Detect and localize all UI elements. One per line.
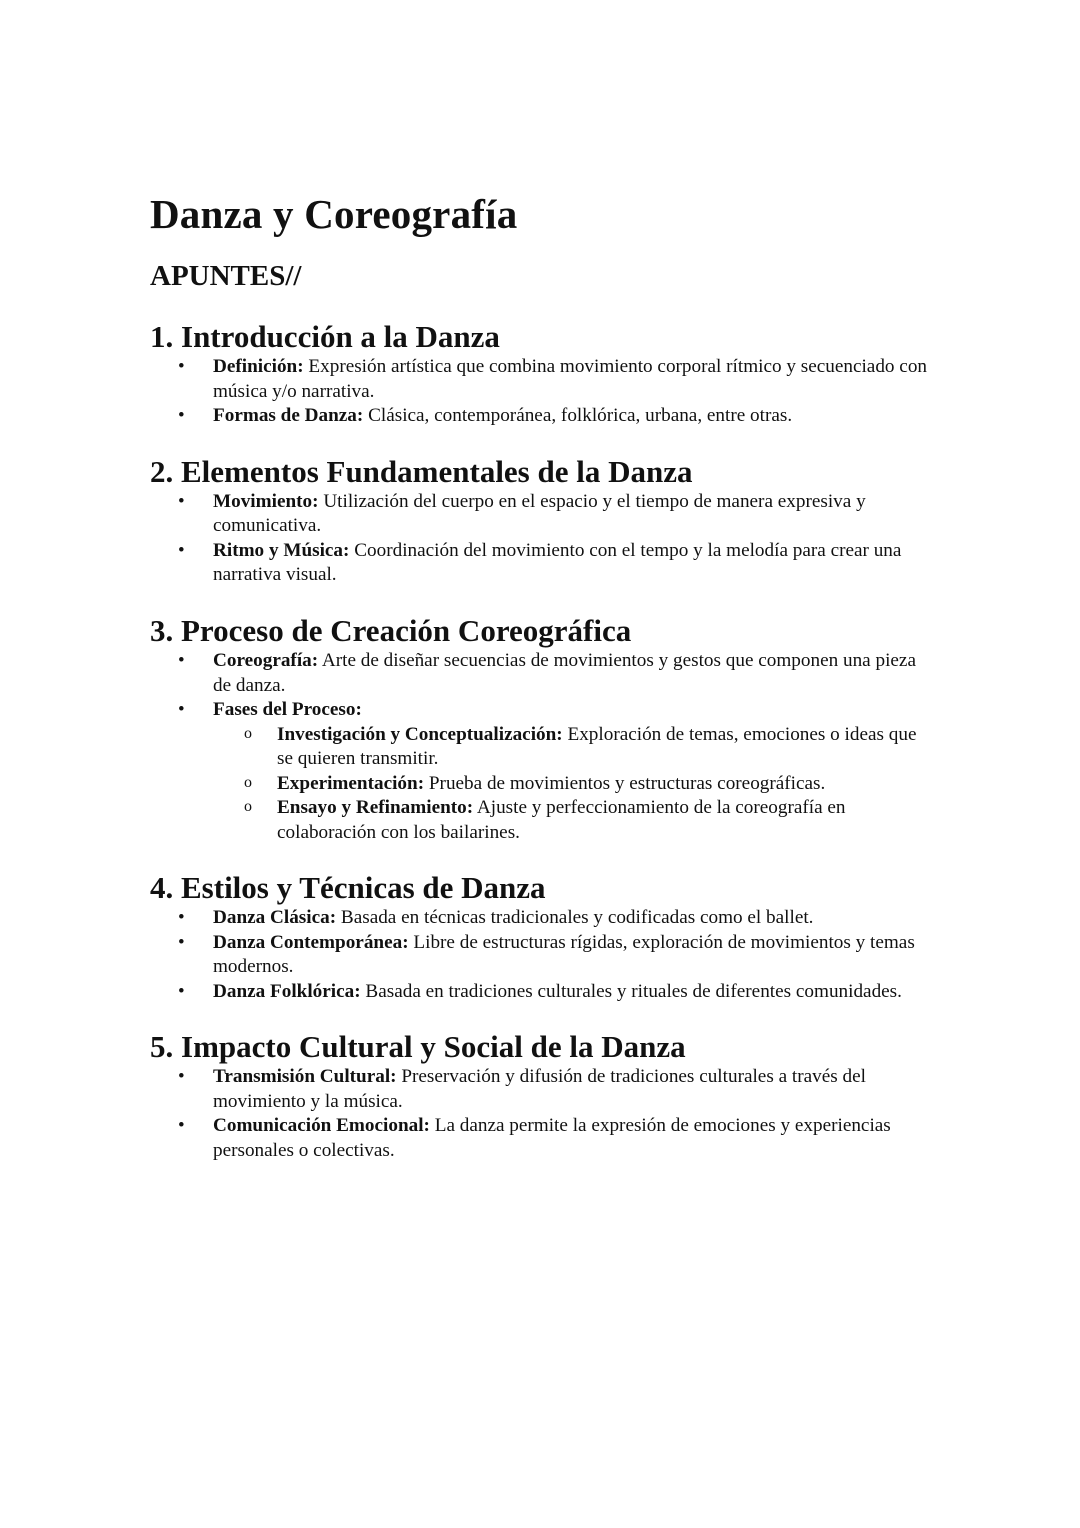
section-elementos bbox=[150, 453, 930, 588]
list-item bbox=[150, 980, 930, 1005]
list-item bbox=[150, 1114, 930, 1163]
section-heading: 3. Proceso de Creación Coreográfica bbox=[150, 612, 632, 648]
item-term: Investigación y Conceptualización: bbox=[277, 723, 563, 745]
item-term: Fases del Proceso: bbox=[213, 699, 362, 721]
item-term: Ensayo y Refinamiento: bbox=[277, 797, 474, 819]
document-subtitle: APUNTES// bbox=[150, 260, 302, 293]
list-item bbox=[150, 355, 930, 404]
item-term: Definición: bbox=[213, 356, 304, 378]
item-text: Utilización del cuerpo en el espacio y el tiempo de manera expresiva y comunicativa. bbox=[213, 490, 866, 537]
item-text: Arte de diseñar secuencias de movimientos y gestos que componen una pieza de danza. bbox=[213, 650, 916, 696]
bullet-list bbox=[150, 649, 930, 845]
item-text: Preservación y difusión de tradiciones culturales a través del movimiento y la música. bbox=[213, 1066, 866, 1112]
item-term: Ritmo y Música: bbox=[213, 539, 350, 561]
bullet-list bbox=[150, 906, 930, 1004]
section-introduccion bbox=[150, 318, 930, 429]
item-term: Danza Folklórica: bbox=[213, 980, 361, 1002]
item-text: Prueba de movimientos y estructuras coreográficas. bbox=[424, 772, 826, 794]
item-term: Experimentación: bbox=[277, 772, 425, 794]
item-term: Danza Contemporánea: bbox=[213, 931, 409, 953]
item-term: Coreografía: bbox=[213, 650, 319, 672]
list-item bbox=[150, 490, 930, 539]
bullet-list bbox=[150, 355, 930, 429]
section-estilos bbox=[150, 869, 930, 1004]
item-text: Coordinación del movimiento con el tempo y la melodía para crear una narrativa visual. bbox=[213, 539, 902, 586]
bullet-list bbox=[150, 1065, 930, 1163]
item-term: Danza Clásica: bbox=[213, 907, 337, 929]
sub-list bbox=[213, 723, 930, 846]
item-term: Comunicación Emocional: bbox=[213, 1115, 430, 1137]
document-page bbox=[150, 190, 930, 1163]
section-heading: 5. Impacto Cultural y Social de la Danza bbox=[150, 1029, 686, 1065]
list-item bbox=[150, 906, 930, 931]
item-text: La danza permite la expresión de emociones y experiencias personales o colectivas. bbox=[213, 1115, 891, 1161]
item-text: Exploración de temas, emociones o ideas que se quieren transmitir. bbox=[277, 723, 917, 770]
item-text: Basada en técnicas tradicionales y codificadas como el ballet. bbox=[336, 907, 814, 929]
sub-list-item bbox=[213, 723, 930, 772]
item-text: Expresión artística que combina movimiento corporal rítmico y secuenciado con música y/o narrativa. bbox=[213, 356, 928, 402]
item-term: Movimiento: bbox=[213, 490, 319, 512]
list-item bbox=[150, 1065, 930, 1114]
section-heading: 2. Elementos Fundamentales de la Danza bbox=[150, 453, 693, 489]
item-term: Transmisión Cultural: bbox=[213, 1066, 397, 1088]
list-item bbox=[150, 931, 930, 980]
item-term: Formas de Danza: bbox=[213, 405, 364, 427]
item-text: Clásica, contemporánea, folklórica, urbana, entre otras. bbox=[363, 405, 793, 427]
item-text: Basada en tradiciones culturales y rituales de diferentes comunidades. bbox=[360, 980, 902, 1002]
item-text: Libre de estructuras rígidas, exploración de movimientos y temas modernos. bbox=[213, 931, 915, 978]
list-item bbox=[150, 649, 930, 698]
section-proceso bbox=[150, 612, 930, 845]
sub-list-item bbox=[213, 772, 930, 797]
list-item bbox=[150, 539, 930, 588]
bullet-list bbox=[150, 490, 930, 588]
list-item bbox=[150, 698, 930, 845]
item-text: Ajuste y perfeccionamiento de la coreografía en colaboración con los bailarines. bbox=[277, 797, 846, 843]
document-title: Danza y Coreografía bbox=[150, 191, 518, 237]
section-heading: 4. Estilos y Técnicas de Danza bbox=[150, 870, 546, 906]
list-item bbox=[150, 404, 930, 429]
section-heading: 1. Introducción a la Danza bbox=[150, 318, 500, 354]
section-impacto bbox=[150, 1028, 930, 1163]
sub-list-item bbox=[213, 796, 930, 845]
